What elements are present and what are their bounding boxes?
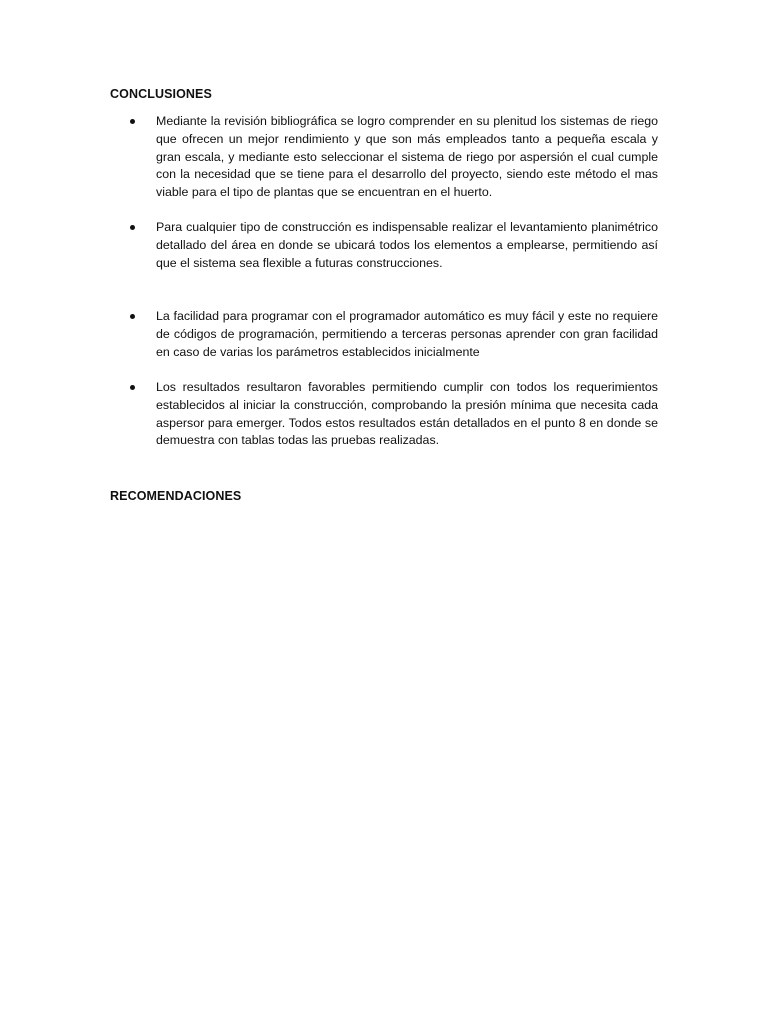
conclusion-item <box>156 219 658 272</box>
conclusion-text: La facilidad para programar con el programador automático es muy fácil y este no requiere de códigos de programación, permitiendo a terceras personas aprender con gran facilidad en caso de varias los parámetros establecidos inicialmente <box>156 309 658 359</box>
bullet-icon <box>130 225 135 230</box>
recommendations-heading: RECOMENDACIONES <box>110 489 242 503</box>
conclusion-text: Para cualquier tipo de construcción es indispensable realizar el levantamiento planimétrico detallado del área en donde se ubicará todos los elementos a emplearse, permitiendo así que el sistema sea flexible a futuras construcciones. <box>156 220 658 270</box>
conclusion-text: Mediante la revisión bibliográfica se logro comprender en su plenitud los sistemas de riego que ofrecen un mejor rendimiento y que son más empleados tanto a pequeña escala y gran escala, y mediante esto seleccionar el sistema de riego por aspersión el cual cumple con la necesidad que se tiene para el desarrollo del proyecto, siendo este método el mas viable para el tipo de plantas que se encuentran en el huerto. <box>156 114 658 200</box>
bullet-icon <box>130 119 135 124</box>
bullet-icon <box>130 314 135 319</box>
bullet-icon <box>130 385 135 390</box>
conclusion-item <box>156 308 658 361</box>
conclusion-item <box>156 113 658 202</box>
conclusion-item <box>156 379 658 450</box>
conclusions-heading: CONCLUSIONES <box>110 87 212 101</box>
conclusion-text: Los resultados resultaron favorables permitiendo cumplir con todos los requerimientos establecidos al iniciar la construcción, comprobando la presión mínima que necesita cada aspersor para emerger. Todos estos resultados están detallados en el punto 8 en donde se demuestra con tablas todas las pruebas realizadas. <box>156 380 658 448</box>
